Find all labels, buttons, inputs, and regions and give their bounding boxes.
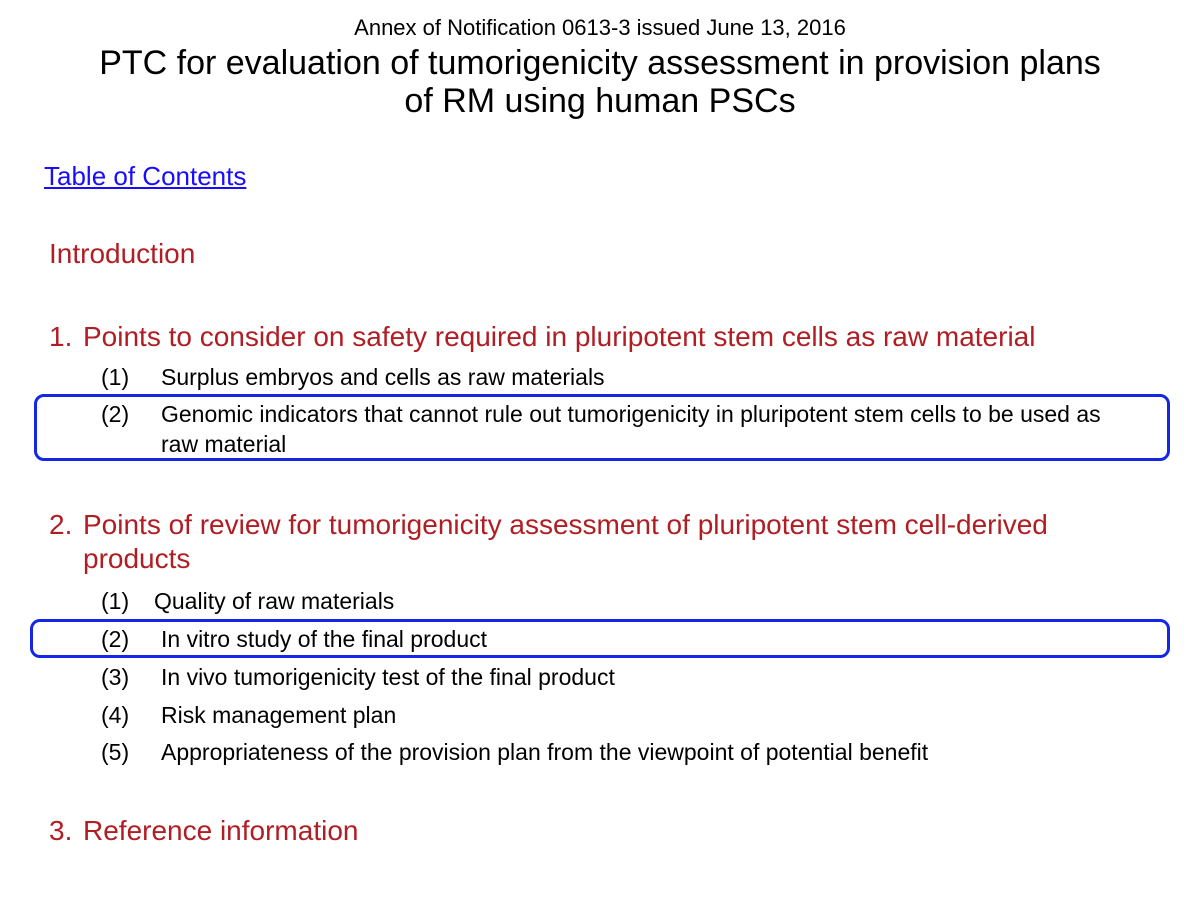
item-number: (3)	[101, 664, 130, 690]
slide-title	[0, 44, 1200, 120]
section-2-title: Points of review for tumorigenicity assessment of pluripotent stem cell-derived products	[83, 509, 1048, 574]
section-1-item-1	[101, 362, 1161, 392]
section-1-item-2	[101, 399, 1131, 459]
title-line-2: of RM using human PSCs	[404, 82, 796, 120]
annex-note: Annex of Notification 0613-3 issued June 13, 2016	[354, 15, 846, 40]
section-2-item-1	[101, 586, 1161, 616]
section-2-heading	[49, 508, 1079, 576]
introduction-heading: Introduction	[49, 238, 196, 269]
section-1-heading	[49, 320, 1159, 354]
item-number: (1)	[101, 364, 130, 390]
section-2-item-4	[101, 700, 1161, 730]
section-1-title: Points to consider on safety required in pluripotent stem cells as raw material	[83, 321, 1036, 352]
item-text: In vitro study of the final product	[161, 626, 488, 652]
item-text: Appropriateness of the provision plan from the viewpoint of potential benefit	[161, 739, 929, 765]
section-3-title: Reference information	[83, 815, 359, 846]
item-number: (5)	[101, 739, 130, 765]
item-number: (2)	[101, 401, 130, 427]
item-number: (2)	[101, 626, 130, 652]
item-text: Surplus embryos and cells as raw materials	[161, 364, 605, 390]
section-2-item-2	[101, 624, 1161, 654]
item-text: In vivo tumorigenicity test of the final product	[161, 664, 615, 690]
section-1-number: 1.	[49, 321, 73, 352]
item-text: Risk management plan	[161, 702, 397, 728]
item-number: (4)	[101, 702, 130, 728]
item-text: Quality of raw materials	[154, 588, 395, 614]
item-text: Genomic indicators that cannot rule out tumorigenicity in pluripotent stem cells to be used as raw material	[161, 401, 1101, 457]
section-2-item-3	[101, 662, 1161, 692]
section-3-heading	[49, 814, 649, 848]
table-of-contents-link[interactable]: Table of Contents	[44, 161, 247, 191]
section-3-number: 3.	[49, 815, 73, 846]
title-line-1: PTC for evaluation of tumorigenicity assessment in provision plans	[99, 44, 1101, 82]
item-number: (1)	[101, 588, 130, 614]
section-2-number: 2.	[49, 509, 73, 540]
section-2-item-5	[101, 737, 1181, 767]
